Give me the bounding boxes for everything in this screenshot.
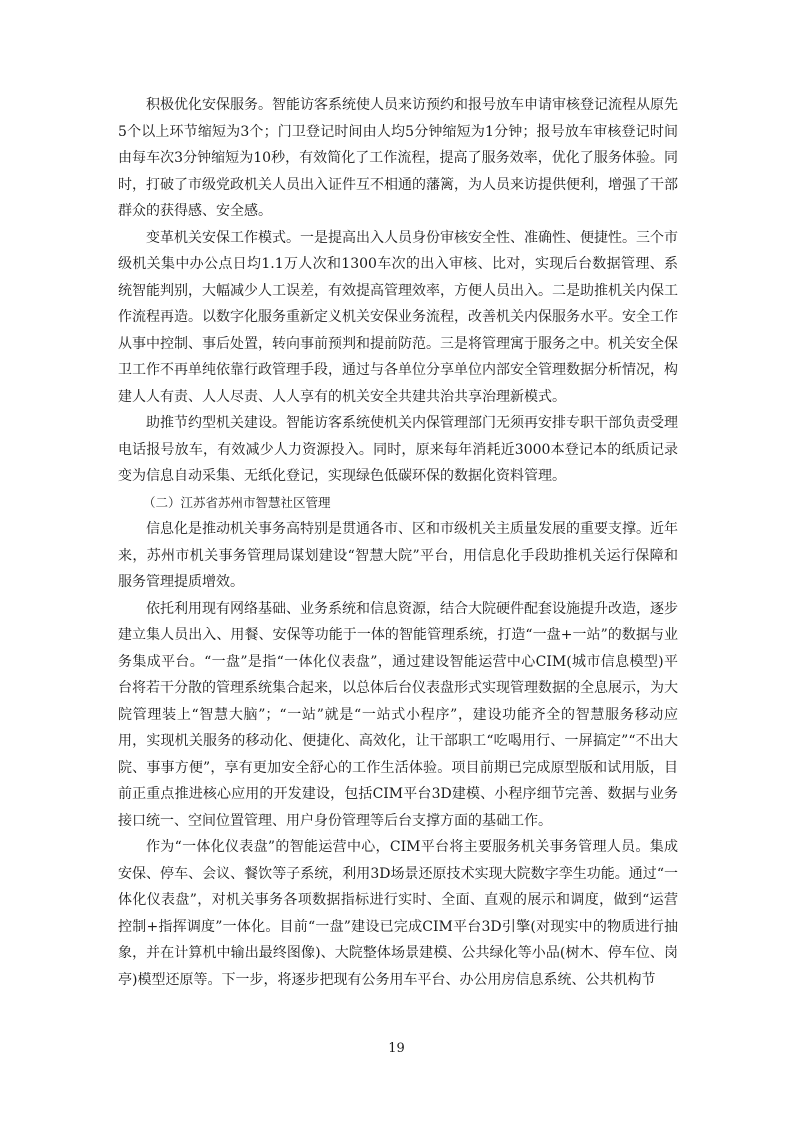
- paragraph-security-mode: 变革机关安保工作模式。一是提高出入人员身份审核安全性、准确性、便捷性。三个市级机关集中办公点日均1.1万人次和1300车次的出入审核、比对，实现后台数据管理、系统智能判别，大幅减少人工误差，有效提高管理效率，方便人员出入。二是助推机关内保工作流程再造。以数字化服务重新定义机关安保业务流程，改善机关内保服务水平。安全工作从事中控制、事后处置，转向事前预判和提前防范。三是将管理寓于服务之中。机关安全保卫工作不再单纯依靠行政管理手段，通过与各单位分享单位内部安全管理数据分析情况，构建人人有责、人人尽责、人人享有的机关安全共建共治共享治理新模式。: [118, 229, 678, 405]
- paragraph-platform-overview: 依托利用现有网络基础、业务系统和信息资源，结合大院硬件配套设施提升改造，逐步建立集人员出入、用餐、安保等功能于一体的智能管理系统，打造“一盘+一站”的数据与业务集成平台。“一盘”是指“一体化仪表盘”，通过建设智能运营中心CIM(城市信息模型)平台将若干分散的管理系统集合起来，以总体后台仪表盘形式实现管理数据的全息展示，为大院管理装上“智慧大脑”；“一站”就是“一站式小程序”，建设功能齐全的智慧服务移动应用，实现机关服务的移动化、便捷化、高效化，让干部职工“吃喝用行、一屏搞定”“不出大院、事事方便”，享有更加安全舒心的工作生活体验。项目前期已完成原型版和试用版，目前正重点推进核心应用的开发建设，包括CIM平台3D建模、小程序细节完善、数据与业务接口统一、空间位置管理、用户身份管理等后台支撑方面的基础工作。: [118, 600, 678, 829]
- document-body: [118, 92, 678, 993]
- paragraph-informatization: 信息化是推动机关事务高特别是贯通各市、区和市级机关主质量发展的重要支撑。近年来，苏州市机关事务管理局谋划建设“智慧大院”平台，用信息化手段助推机关运行保障和服务管理提质增效。: [118, 521, 678, 590]
- paragraph-cim-platform: 作为“一体化仪表盘”的智能运营中心，CIM平台将主要服务机关事务管理人员。集成安保、停车、会议、餐饮等子系统，利用3D场景还原技术实现大院数字孪生功能。通过“一体化仪表盘”，对机关事务各项数据指标进行实时、全面、直观的展示和调度，做到“运营控制+指挥调度”一体化。目前“一盘”建设已完成CIM平台3D引擎(对现实中的物质进行抽象，并在计算机中输出最终图像)、大院整体场景建模、公共绿化等小品(树木、停车位、岗亭)模型还原等。下一步，将逐步把现有公务用车平台、办公用房信息系统、公共机构节: [118, 839, 678, 988]
- paragraph-economical-office: 助推节约型机关建设。智能访客系统使机关内保管理部门无须再安排专职干部负责受理电话报号放车，有效减少人力资源投入。同时，原来每年消耗近3000本登记本的纸质记录变为信息自动采集、无纸化登记，实现绿色低碳环保的数据化资料管理。: [118, 415, 678, 484]
- section-subheading: （二）江苏省苏州市智慧社区管理: [143, 494, 331, 510]
- page-number: 19: [388, 1041, 405, 1056]
- paragraph-security-service: 积极优化安保服务。智能访客系统使人员来访预约和报号放车申请审核登记流程从原先5个以上环节缩短为3个；门卫登记时间由人均5分钟缩短为1分钟；报号放车审核登记时间由每车次3分钟缩短为10秒，有效简化了工作流程，提高了服务效率，优化了服务体验。同时，打破了市级党政机关人员出入证件互不相通的藩篱，为人员来访提供便利，增强了干部群众的获得感、安全感。: [118, 97, 678, 219]
